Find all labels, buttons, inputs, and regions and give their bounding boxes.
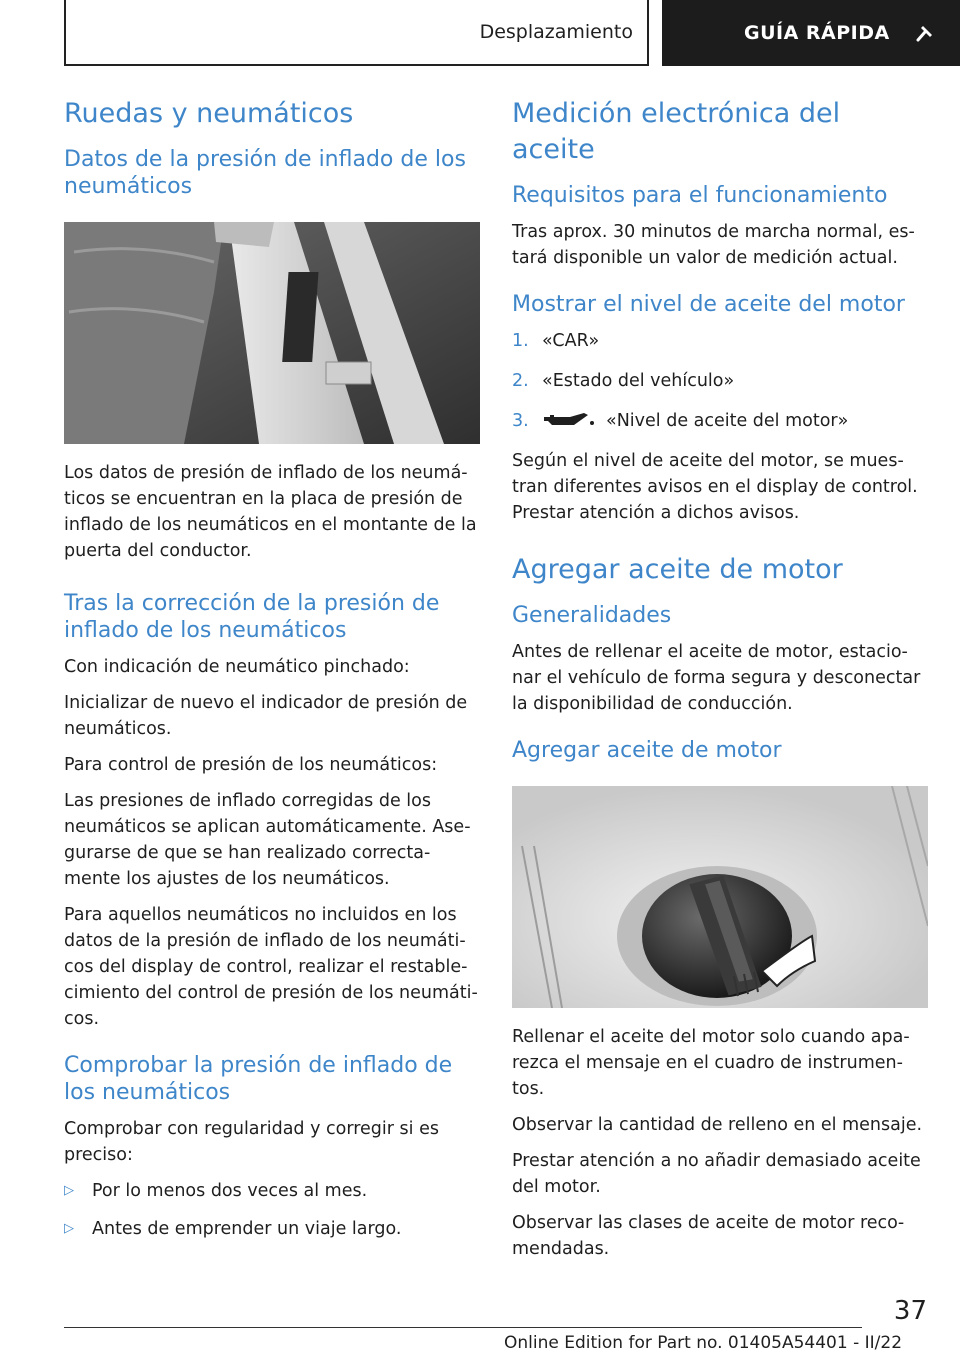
step-text: «CAR»	[542, 331, 600, 351]
check-list	[64, 1178, 480, 1242]
edition-note: Online Edition for Part no. 01405A54401 - II/22	[504, 1333, 903, 1353]
quick-guide-icon	[912, 20, 938, 46]
check-regularly-text: Comprobar con regularidad y corregir si es preciso:	[64, 1119, 439, 1165]
step-number: 3.	[512, 411, 529, 431]
page-number: 37	[893, 1296, 927, 1326]
section-title-show-oil-level: Mostrar el nivel de aceite del motor	[512, 292, 905, 317]
oil-can-icon	[542, 411, 594, 431]
section-title-add-oil: Agregar aceite de motor	[512, 738, 782, 763]
step-number: 2.	[512, 371, 529, 391]
oil-level-steps	[512, 328, 928, 434]
bullet-triangle-icon: ▷	[64, 1221, 74, 1236]
overfill-warning-text: Prestar atención a no añadir demasiado aceite del motor.	[512, 1151, 921, 1197]
section-tab[interactable]	[64, 0, 649, 66]
section-title: Desplazamiento	[479, 21, 633, 43]
section-title-check-pressure: Comprobar la presión de inflado de los neumáticos	[64, 1053, 453, 1105]
list-item-text: Antes de emprender un viaje largo.	[92, 1219, 402, 1239]
left-column	[64, 96, 480, 1254]
chapter-title-oil-measurement: Medición electrónica del aceite	[512, 98, 841, 165]
pressure-data-text: Los datos de presión de inflado de los neumáticos se encuentran en la placa de presión de inflado de los neumáticos en el montante de la puerta del conductor.	[64, 463, 477, 561]
right-column	[512, 96, 928, 1272]
quick-guide-label: GUÍA RÁPIDA	[744, 22, 890, 44]
section-title-pressure-data: Datos de la presión de inflado de los neumáticos	[64, 147, 466, 199]
bullet-triangle-icon: ▷	[64, 1183, 74, 1198]
general-text: Antes de rellenar el aceite de motor, estacionar el vehículo de forma segura y desconectar la disponibilidad de conducción.	[512, 642, 921, 714]
flat-tire-indicator-text: Con indicación de neumático pinchado:	[64, 657, 410, 677]
refill-condition-text: Rellenar el aceite del motor solo cuando aparezca el mensaje en el cuadro de instrumentos.	[512, 1027, 910, 1099]
section-title-requirements: Requisitos para el funcionamiento	[512, 183, 888, 208]
reset-control-text: Para aquellos neumáticos no incluidos en los datos de la presión de inflado de los neumáticos del display de control, realizar el restablecimiento del control de presión de los neumáticos.	[64, 905, 478, 1029]
chapter-title-wheels: Ruedas y neumáticos	[64, 98, 354, 129]
auto-applied-text: Las presiones de inflado corregidas de los neumáticos se aplican automáticamente. Asegurarse de que se han realizado correctamente los ajustes de los neumáticos.	[64, 791, 471, 889]
step-item	[512, 368, 928, 394]
footer-divider	[64, 1327, 862, 1328]
list-item	[64, 1216, 480, 1242]
oil-filler-photo	[512, 786, 928, 1008]
list-item-text: Por lo menos dos veces al mes.	[92, 1181, 368, 1201]
step-text: «Estado del vehículo»	[542, 371, 735, 391]
chapter-title-add-oil: Agregar aceite de motor	[512, 554, 843, 585]
quick-guide-tab[interactable]	[662, 0, 960, 66]
oil-types-text: Observar las clases de aceite de motor recomendadas.	[512, 1213, 905, 1259]
oil-level-warning-text: Según el nivel de aceite del motor, se muestran diferentes avisos en el display de control. Prestar atención a dichos avisos.	[512, 451, 918, 523]
requirements-text: Tras aprox. 30 minutos de marcha normal, estará disponible un valor de medición actual.	[512, 222, 915, 268]
section-title-general: Generalidades	[512, 603, 672, 628]
door-pillar-photo	[64, 222, 480, 444]
step-item	[512, 328, 928, 354]
step-item	[512, 408, 928, 434]
section-title-after-correction: Tras la corrección de la presión de inflado de los neumáticos	[64, 591, 440, 643]
refill-quantity-text: Observar la cantidad de relleno en el mensaje.	[512, 1115, 923, 1135]
step-text: «Nivel de aceite del motor»	[606, 411, 849, 431]
reinitialize-text: Inicializar de nuevo el indicador de presión de neumáticos.	[64, 693, 468, 739]
list-item	[64, 1178, 480, 1204]
pressure-control-text: Para control de presión de los neumáticos:	[64, 755, 438, 775]
step-number: 1.	[512, 331, 529, 351]
